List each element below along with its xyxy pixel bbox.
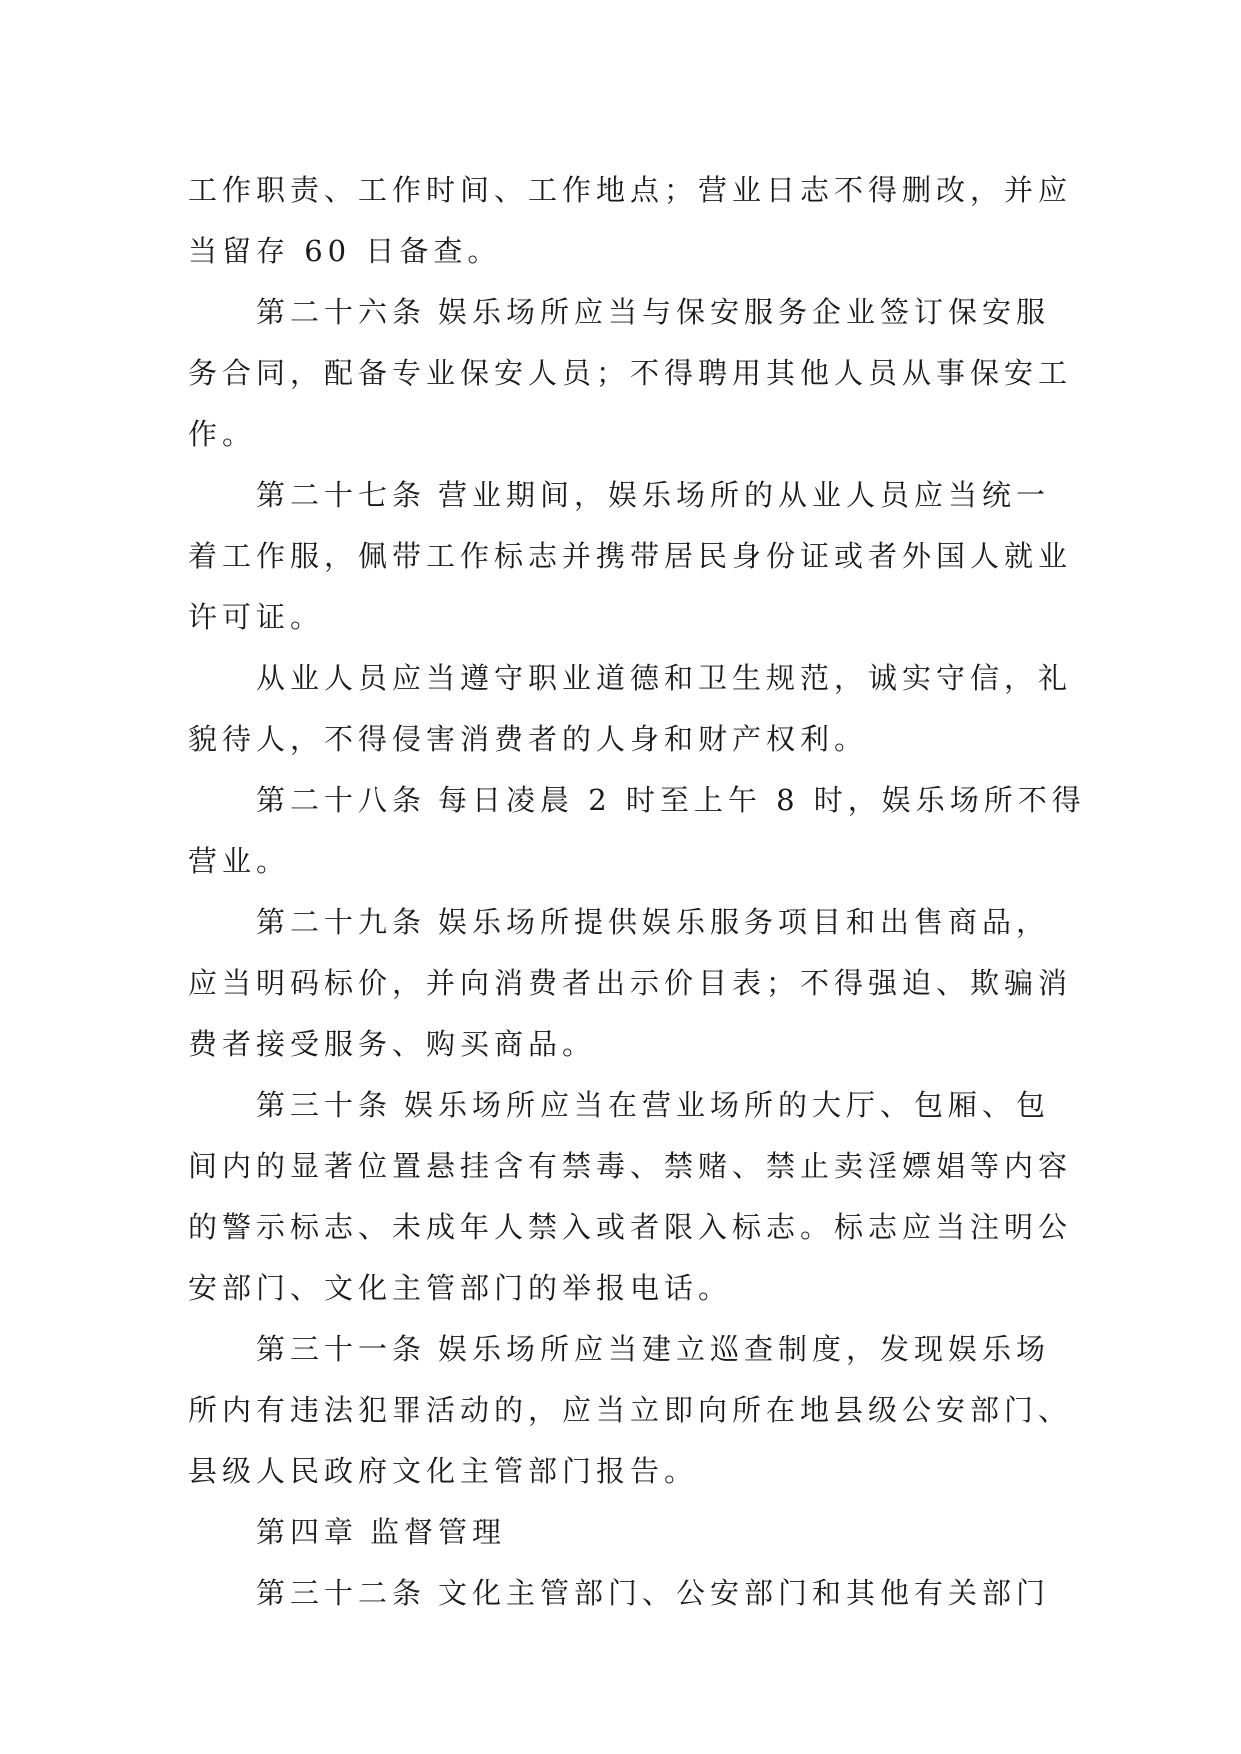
line-text: 安部门、文化主管部门的举报电话。: [188, 1271, 733, 1305]
line-text: 应当明码标价，并向消费者出示价目表；不得强迫、欺骗消: [188, 966, 1073, 1000]
line-text: 貌待人，不得侵害消费者的人身和财产权利。: [188, 722, 869, 756]
text-line: [188, 831, 1068, 892]
article-31-first-line: [188, 1319, 1068, 1380]
line-text: 营业期间，娱乐场所的从业人员应当统一: [438, 478, 1051, 512]
text-line: [188, 953, 1073, 1014]
line-text: 着工作服，佩带工作标志并携带居民身份证或者外国人就业: [188, 539, 1073, 573]
line-text: 许可证。: [188, 600, 325, 634]
text-line: [188, 1136, 1073, 1197]
article-heading: 第二十九条: [256, 905, 427, 939]
text-line: [188, 526, 1073, 587]
line-text: 作。: [188, 417, 257, 451]
article-28-first-line: [188, 770, 1086, 831]
line-text: 娱乐场所应当在营业场所的大厅、包厢、包: [404, 1088, 1051, 1122]
article-heading: 第二十八条: [256, 783, 427, 817]
text-line: [188, 1197, 1073, 1258]
article-heading: 第二十七条: [256, 478, 427, 512]
text-line: [188, 709, 1068, 770]
text-line: [188, 1014, 1068, 1075]
line-text: 县级人民政府文化主管部门报告。: [188, 1454, 699, 1488]
text-line: [188, 404, 1068, 465]
paragraph-first-line: [188, 648, 1073, 709]
text-line: [188, 343, 1073, 404]
article-27-first-line: [188, 465, 1068, 526]
chapter-heading: [188, 1502, 1068, 1563]
line-text: 文化主管部门、公安部门和其他有关部门: [438, 1576, 1051, 1610]
text-line: [188, 587, 1068, 648]
line-text: 务合同，配备专业保安人员；不得聘用其他人员从事保安工: [188, 356, 1073, 390]
article-heading: 第三十条: [256, 1088, 393, 1122]
text-line: [188, 1441, 1068, 1502]
line-text: 费者接受服务、购买商品。: [188, 1027, 597, 1061]
line-text: 当留存 60 日备查。: [188, 234, 502, 268]
article-heading: 第三十一条: [256, 1332, 427, 1366]
text-line: [188, 1258, 1068, 1319]
document-body: [188, 160, 1086, 1624]
line-text: 娱乐场所提供娱乐服务项目和出售商品，: [438, 905, 1051, 939]
text-line: [188, 160, 1073, 221]
line-text: 间内的显著位置悬挂含有禁毒、禁赌、禁止卖淫嫖娼等内容: [188, 1149, 1073, 1183]
line-text: 的警示标志、未成年人禁入或者限入标志。标志应当注明公: [188, 1210, 1073, 1244]
line-text: 从业人员应当遵守职业道德和卫生规范，诚实守信，礼: [256, 661, 1073, 695]
line-text: 营业。: [188, 844, 291, 878]
article-30-first-line: [188, 1075, 1068, 1136]
article-heading: 第三十二条: [256, 1576, 427, 1610]
chapter-title: 监督管理: [370, 1515, 507, 1549]
text-line: [188, 221, 1068, 282]
article-26-first-line: [188, 282, 1068, 343]
line-text: 娱乐场所应当建立巡查制度，发现娱乐场: [438, 1332, 1051, 1366]
chapter-number: 第四章: [256, 1515, 359, 1549]
article-29-first-line: [188, 892, 1068, 953]
line-text: 娱乐场所应当与保安服务企业签订保安服: [438, 295, 1051, 329]
line-text: 工作职责、工作时间、工作地点；营业日志不得删改，并应: [188, 173, 1073, 207]
article-heading: 第二十六条: [256, 295, 427, 329]
line-text: 所内有违法犯罪活动的，应当立即向所在地县级公安部门、: [188, 1393, 1073, 1427]
text-line: [188, 1380, 1073, 1441]
line-text: 每日凌晨 2 时至上午 8 时，娱乐场所不得: [438, 783, 1086, 817]
article-32-first-line: [188, 1563, 1068, 1624]
